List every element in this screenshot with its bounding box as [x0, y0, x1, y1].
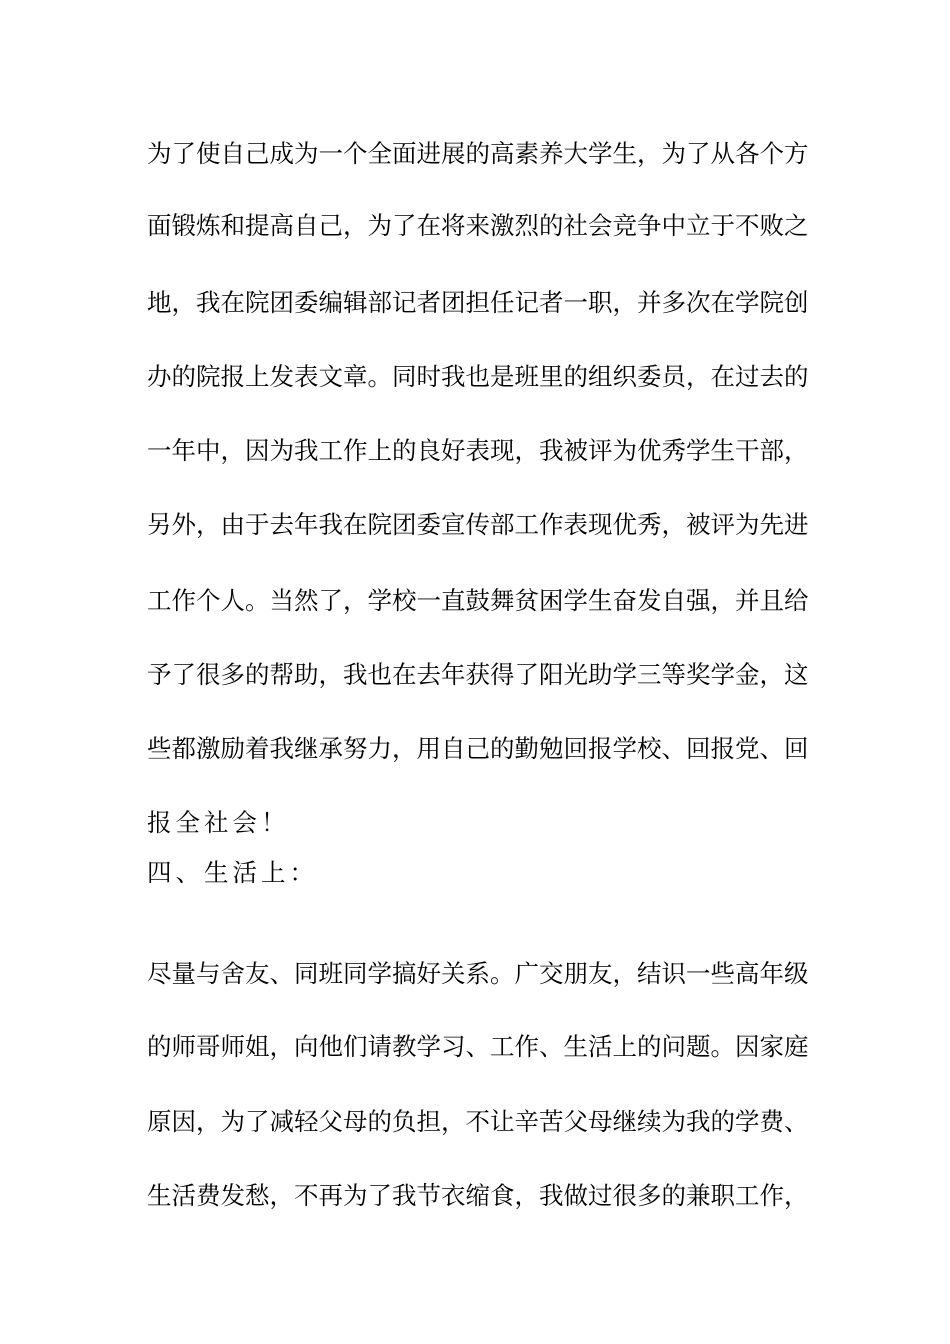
section-heading-life: 四、生活上： — [147, 858, 318, 887]
text-line-10: 报全社会！ — [147, 808, 290, 837]
text-line-3: 地，我在院团委编辑部记者团担任记者一职，并多次在学院创 — [147, 288, 809, 317]
text-line-8: 予了很多的帮助，我也在去年获得了阳光助学三等奖学金，这 — [147, 660, 809, 689]
text-line-14: 原因，为了减轻父母的负担，不让辛苦父母继续为我的学费、 — [147, 1107, 809, 1136]
text-line-1: 为了使自己成为一个全面进展的高素养大学生，为了从各个方 — [147, 139, 809, 168]
text-line-4: 办的院报上发表文章。同时我也是班里的组织委员，在过去的 — [147, 362, 809, 391]
text-line-12: 尽量与舍友、同班同学搞好关系。广交朋友，结识一些高年级 — [147, 959, 809, 988]
text-line-5: 一年中，因为我工作上的良好表现，我被评为优秀学生干部， — [147, 436, 809, 465]
text-line-13: 的师哥师姐，向他们请教学习、工作、生活上的问题。因家庭 — [147, 1032, 809, 1061]
text-line-15: 生活费发愁，不再为了我节衣缩食，我做过很多的兼职工作， — [147, 1181, 809, 1210]
text-line-6: 另外，由于去年我在院团委宣传部工作表现优秀，被评为先进 — [147, 510, 809, 539]
text-line-9: 些都激励着我继承努力，用自己的勤勉回报学校、回报党、回 — [147, 734, 809, 763]
text-line-7: 工作个人。当然了，学校一直鼓舞贫困学生奋发自强，并且给 — [147, 586, 809, 615]
text-line-2: 面锻炼和提高自己，为了在将来激烈的社会竞争中立于不败之 — [147, 211, 809, 240]
